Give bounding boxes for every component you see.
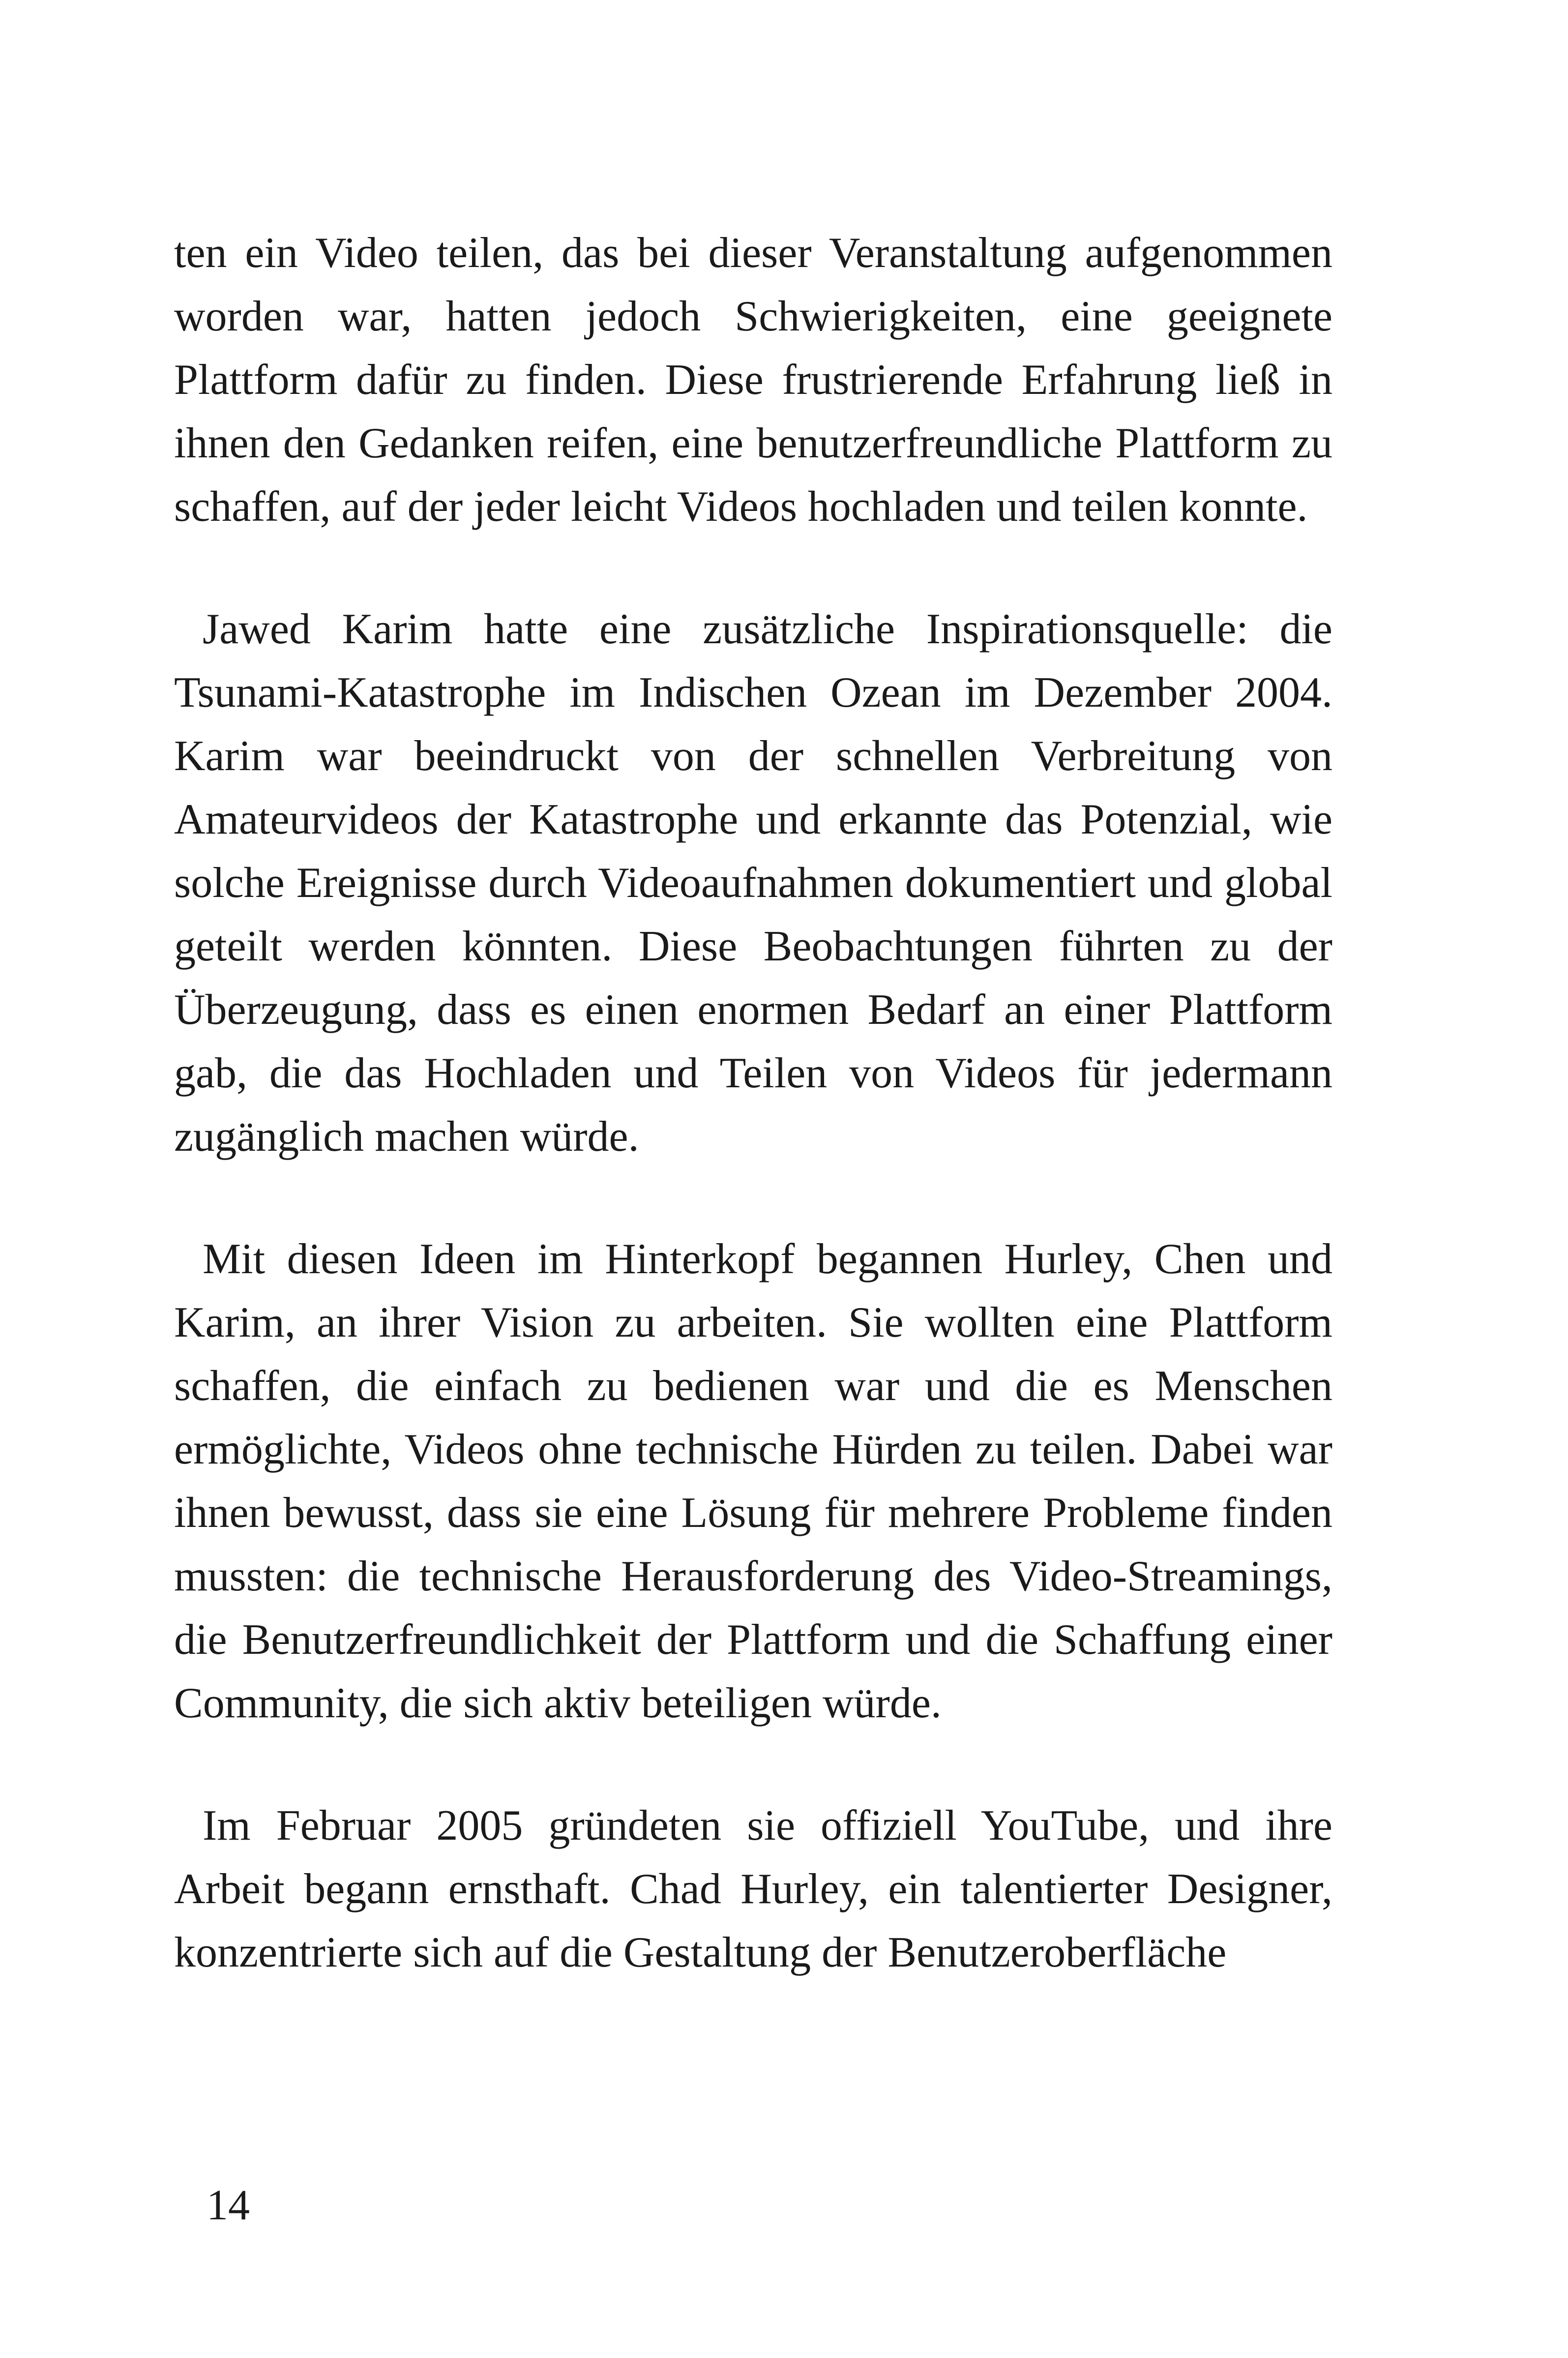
- paragraph-4: Im Februar 2005 gründeten sie offiziell YouTube, und ihre Arbeit begann ernsthaft. Chad Hurley, ein talentierter Designer, konzentrierte sich auf die Gestaltung der Benutzeroberfläche: [174, 1802, 1332, 1976]
- body-text: [174, 221, 1332, 1984]
- paragraph-2: Jawed Karim hatte eine zusätzliche Inspirationsquelle: die Tsunami-Katastrophe im Indischen Ozean im Dezember 2004. Karim war beeindruckt von der schnellen Verbreitung von Amateurvideos der Katastrophe und erkannte das Potenzial, wie solche Ereignisse durch Videoaufnahmen dokumentiert und global geteilt werden könnten. Diese Beobachtungen führten zu der Überzeugung, dass es einen enormen Bedarf an einer Plattform gab, die das Hochladen und Teilen von Videos für jedermann zugänglich machen würde.: [174, 605, 1332, 1161]
- page-number: 14: [207, 2181, 250, 2229]
- paragraph-1: ten ein Video teilen, das bei dieser Veranstaltung aufgenommen worden war, hatten jedoch Schwierigkeiten, eine geeignete Plattform dafür zu finden. Diese frustrierende Erfahrung ließ in ihnen den Gedanken reifen, eine benutzerfreundliche Plattform zu schaffen, auf der jeder leicht Videos hochladen und teilen konnte.: [174, 229, 1332, 531]
- paragraph-3: Mit diesen Ideen im Hinterkopf begannen Hurley, Chen und Karim, an ihrer Vision zu arbeiten. Sie wollten eine Plattform schaffen, die einfach zu bedienen war und die es Menschen ermöglichte, Videos ohne technische Hürden zu teilen. Dabei war ihnen bewusst, dass sie eine Lösung für mehrere Probleme finden mussten: die technische Herausforderung des Video-Streamings, die Benutzerfreundlichkeit der Plattform und die Schaffung einer Community, die sich aktiv beteiligen würde.: [174, 1235, 1332, 1727]
